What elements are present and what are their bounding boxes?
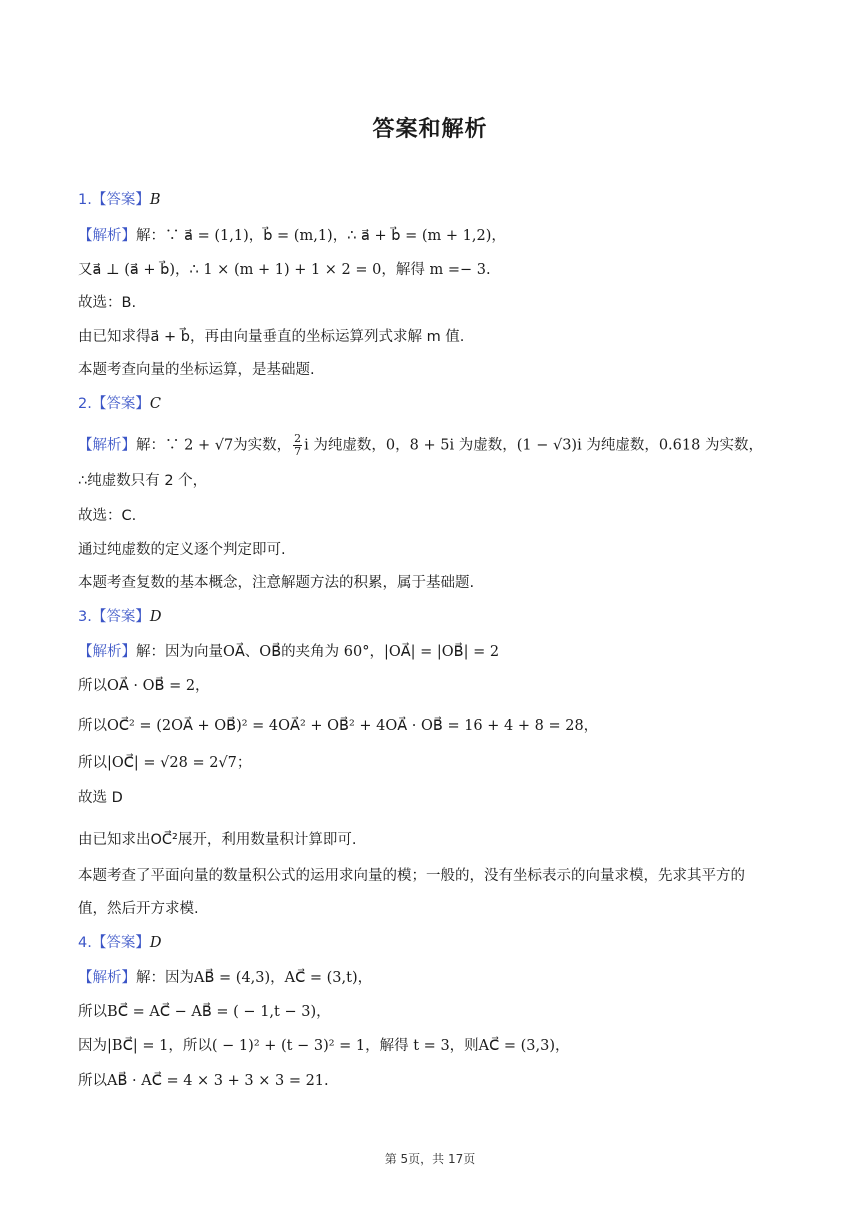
text-line [78,676,210,696]
text-run: 值，然后开方求模. [78,901,199,917]
text-run: B [149,192,161,208]
text-run: 解：因为AB⃗ = (4,3)，AC⃗ = (3,t)， [136,970,373,986]
text-run: 所以BC⃗ = AC⃗ − AB⃗ = ( − 1,t − 3)， [78,1004,331,1020]
page-footer: 第 5页，共 17页 [384,1152,476,1166]
text-run: 本题考查复数的基本概念，注意解题方法的积累，属于基础题. [78,575,475,591]
text-run: i 为纯虚数，0，8 + 5i 为虚数，(1 − √3)i 为纯虚数，0.618 为实数， [304,437,763,454]
text-run: D [149,609,162,625]
text-line [78,1071,329,1091]
text-line [78,899,199,919]
text-run: 本题考查向量的坐标运算，是基础题. [78,362,315,378]
text-line [78,1002,331,1022]
text-run: 故选 D [78,790,123,806]
text-line [78,190,161,210]
text-run: 所以OA⃗ · OB⃗ = 2， [78,678,210,694]
section-label: 【解析】 [78,437,136,454]
section-label: 【解析】 [78,970,136,986]
text-line [78,933,161,953]
section-label: 【解析】 [78,644,136,660]
section-label: 【解析】 [78,228,136,244]
text-run: 所以AB⃗ · AC⃗ = 4 × 3 + 3 × 3 = 21. [78,1073,329,1089]
section-label: 1.【答案】 [78,192,150,208]
text-line [78,540,286,560]
text-run: 解：∵ 2 + √7为实数， [136,437,292,454]
text-line [78,327,464,347]
text-line [78,788,123,808]
text-line [78,830,356,850]
section-label: 3.【答案】 [78,609,150,625]
text-line [78,968,372,988]
text-run: 因为|BC⃗| = 1，所以( − 1)² + (t − 3)² = 1，解得 t = 3，则AC⃗ = (3,3)， [78,1038,570,1054]
text-line [78,433,763,458]
text-run: 解：因为向量OA⃗、OB⃗的夹角为 60°，|OA⃗| = |OB⃗| = 2 [136,644,500,660]
text-line [78,716,598,736]
text-run: 又a⃗ ⊥ (a⃗ + b⃗)，∴ 1 × (m + 1) + 1 × 2 = 0，解得 m =− 3. [78,262,491,278]
text-run: 所以OC⃗² = (2OA⃗ + OB⃗)² = 4OA⃗² + OB⃗² + 4OA⃗ · OB⃗ = 16 + 4 + 8 = 28， [78,718,599,734]
text-run: ∴纯虚数只有 2 个， [78,473,208,489]
text-run: 本题考查了平面向量的数量积公式的运用求向量的模；一般的，没有坐标表示的向量求模，先求其平方的 [78,868,745,884]
text-line [78,260,491,280]
section-label: 4.【答案】 [78,935,150,951]
text-line [78,293,136,313]
text-run: D [149,935,162,951]
text-line [78,394,161,414]
text-line [78,506,136,526]
text-line [78,573,474,593]
text-line [78,226,506,246]
fraction-denominator: 7 [294,445,302,458]
section-label: 2.【答案】 [78,396,150,412]
text-line [78,866,745,886]
fraction-numerator: 2 [294,432,302,445]
text-line [78,471,207,491]
text-run: 解：∵ a⃗ = (1,1)，b⃗ = (m,1)，∴ a⃗ + b⃗ = (m + 1,2)， [136,228,506,244]
text-line [78,642,499,662]
text-run: 通过纯虚数的定义逐个判定即可. [78,542,286,558]
text-run: 故选：C. [78,508,137,524]
text-run: 所以|OC⃗| = √28 = 2√7； [78,755,252,771]
text-run: 由已知求出OC⃗²展开，利用数量积计算即可. [78,832,357,848]
text-line [78,360,315,380]
fraction [293,433,302,458]
text-run: 由已知求得a⃗ + b⃗，再由向量垂直的坐标运算列式求解 m 值. [78,329,465,345]
text-run: 故选：B. [78,295,137,311]
page-title: 答案和解析 [372,117,488,142]
text-line [78,753,251,773]
text-run: C [149,396,161,412]
text-line [78,1036,570,1056]
text-line [78,607,161,627]
